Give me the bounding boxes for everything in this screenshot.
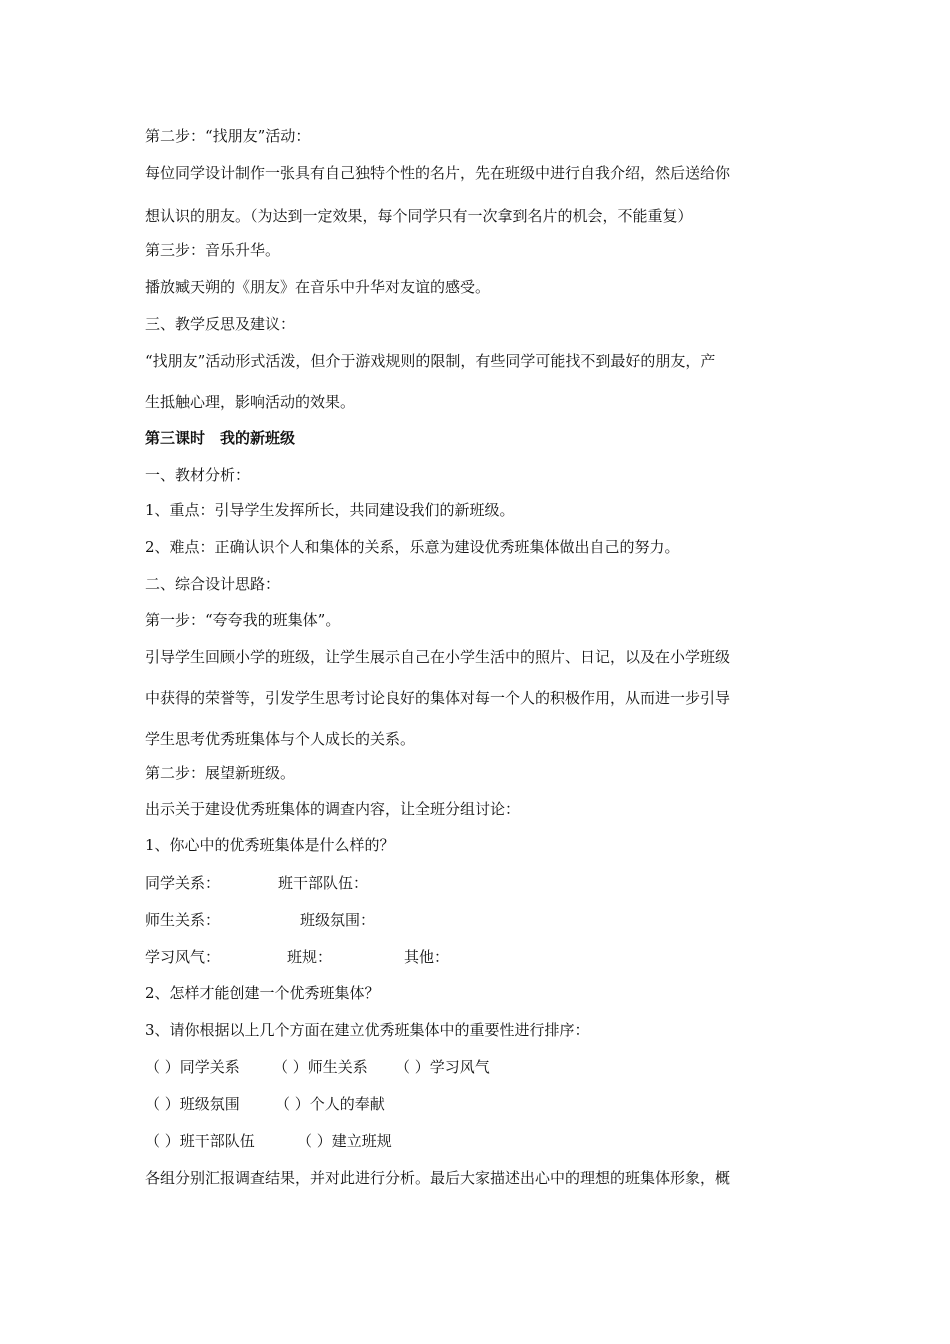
survey-label: 学习风气： — [145, 948, 221, 966]
survey-label: 班干部队伍： — [278, 874, 369, 892]
analysis-title: 一、教材分析： — [145, 466, 251, 484]
ranking-item: （ ）师生关系 — [273, 1058, 368, 1076]
step1-description-line-3: 学生思考优秀班集体与个人成长的关系。 — [145, 730, 416, 748]
step2-description-line-2: 想认识的朋友。（为达到一定效果，每个同学只有一次拿到名片的机会，不能重复） — [145, 207, 693, 225]
key-point: 1、重点：引导学生发挥所长，共同建设我们的新班级。 — [145, 501, 515, 519]
survey-label: 班级氛围： — [300, 911, 376, 929]
difficulty-point: 2、难点：正确认识个人和集体的关系，乐意为建设优秀班集体做出自己的努力。 — [145, 538, 680, 556]
question-3: 3、请你根据以上几个方面在建立优秀班集体中的重要性进行排序： — [145, 1021, 590, 1039]
design-title: 二、综合设计思路： — [145, 575, 281, 593]
survey-label: 同学关系： — [145, 874, 221, 892]
step3-description: 播放臧天朔的《朋友》在音乐中升华对友谊的感受。 — [145, 278, 491, 296]
ranking-row-3 — [145, 1131, 745, 1151]
summary-line: 各组分别汇报调查结果，并对此进行分析。最后大家描述出心中的理想的班集体形象，概 — [145, 1169, 731, 1187]
lesson3-heading: 第三课时 我的新班级 — [145, 429, 296, 447]
step2-find-friends-title: 第二步：“找朋友”活动： — [145, 127, 311, 145]
reflection-line-2: 生抵触心理，影响活动的效果。 — [145, 393, 356, 411]
ranking-item: （ ）班干部队伍 — [145, 1132, 255, 1150]
survey-label: 其他： — [404, 948, 450, 966]
step2-description-line-1: 每位同学设计制作一张具有自己独特个性的名片，先在班级中进行自我介绍，然后送给你 — [145, 164, 731, 182]
survey-label: 班规： — [287, 948, 333, 966]
ranking-item: （ ）个人的奉献 — [275, 1095, 385, 1113]
step1-description-line-1: 引导学生回顾小学的班级，让学生展示自己在小学生活中的照片、日记，以及在小学班级 — [145, 648, 731, 666]
survey-intro: 出示关于建设优秀班集体的调查内容，让全班分组讨论： — [145, 800, 521, 818]
ranking-item: （ ）班级氛围 — [145, 1095, 240, 1113]
ranking-item: （ ）学习风气 — [395, 1058, 490, 1076]
reflection-line-1: “找朋友”活动形式活泼，但介于游戏规则的限制，有些同学可能找不到最好的朋友，产 — [145, 352, 716, 370]
ranking-item: （ ）同学关系 — [145, 1058, 240, 1076]
step1-title: 第一步：“夸夸我的班集体”。 — [145, 611, 341, 629]
question-1: 1、你心中的优秀班集体是什么样的？ — [145, 836, 395, 854]
survey-label: 师生关系： — [145, 911, 221, 929]
survey-row-2 — [145, 910, 745, 930]
step2-new-class-title: 第二步：展望新班级。 — [145, 764, 296, 782]
ranking-row-2 — [145, 1094, 745, 1114]
reflection-title: 三、教学反思及建议： — [145, 315, 296, 333]
survey-row-3 — [145, 947, 745, 967]
survey-row-1 — [145, 873, 745, 893]
step3-title: 第三步：音乐升华。 — [145, 241, 281, 259]
ranking-row-1 — [145, 1057, 745, 1077]
step1-description-line-2: 中获得的荣誉等，引发学生思考讨论良好的集体对每一个人的积极作用，从而进一步引导 — [145, 689, 731, 707]
ranking-item: （ ）建立班规 — [297, 1132, 392, 1150]
question-2: 2、怎样才能创建一个优秀班集体？ — [145, 984, 380, 1002]
